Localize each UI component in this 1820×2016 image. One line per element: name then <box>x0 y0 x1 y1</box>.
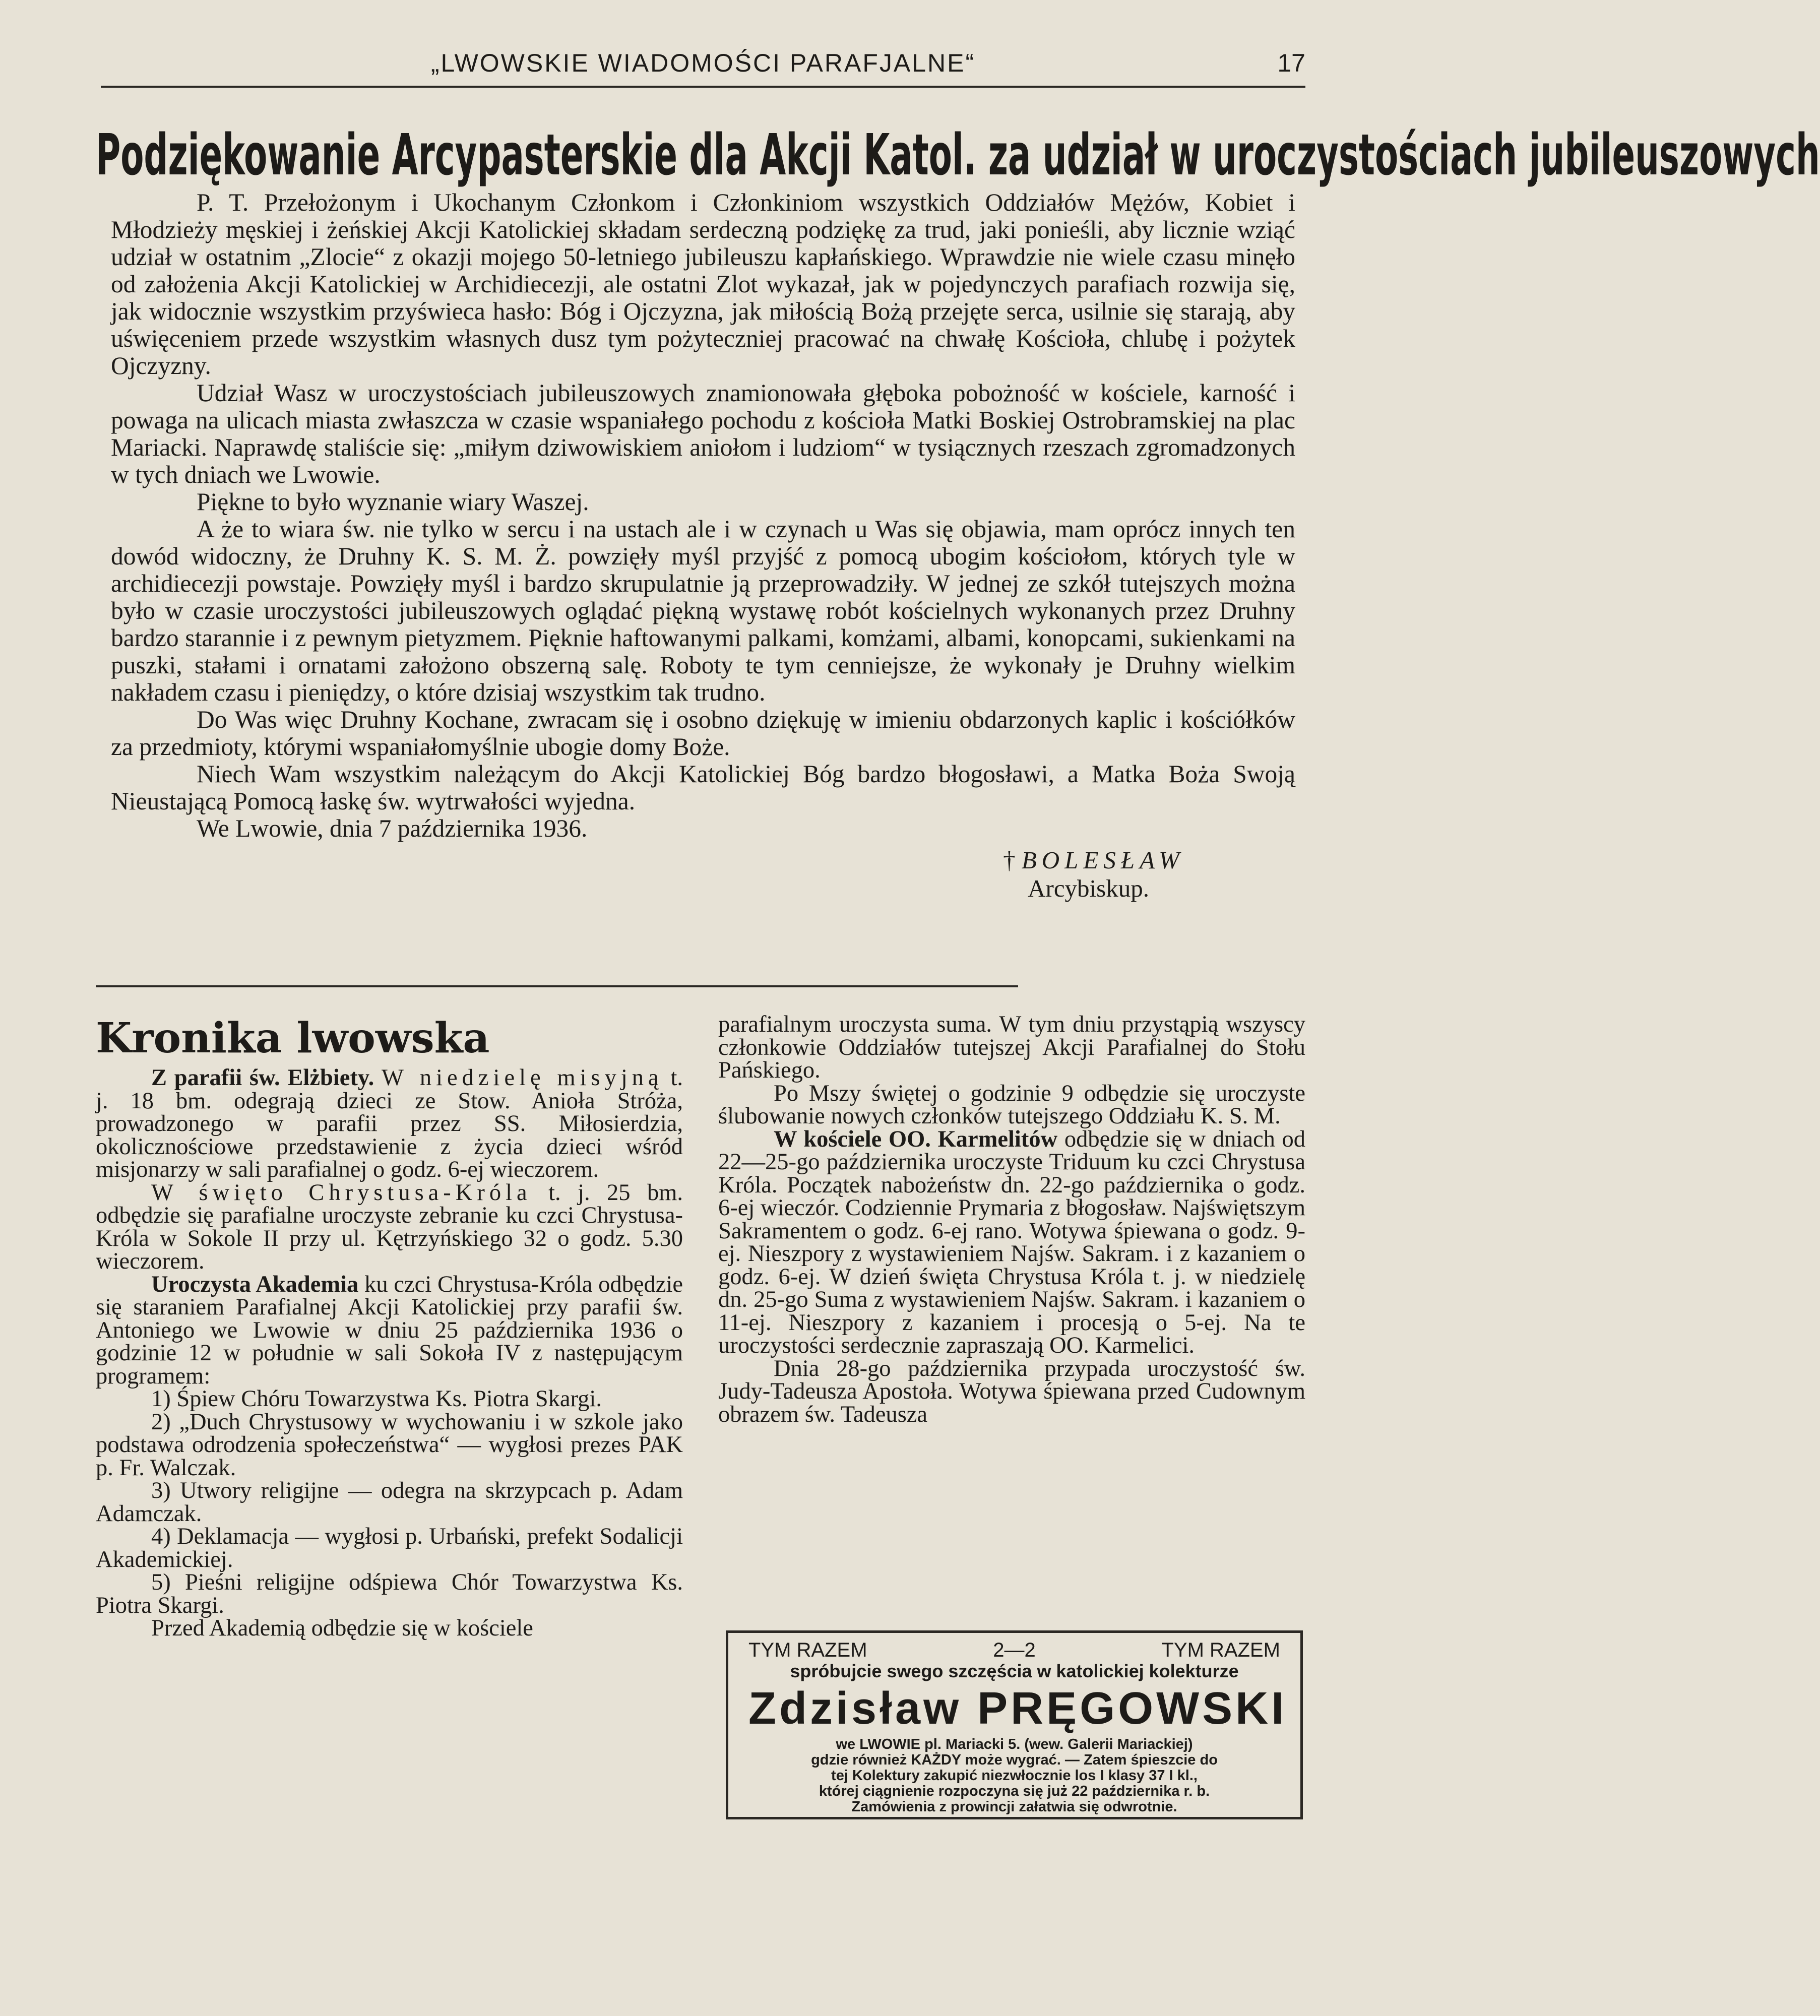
program-item: 1) Śpiew Chóru Towarzystwa Ks. Piotra Skargi. <box>151 1386 602 1412</box>
chronicle-item: Po Mszy świętej o godzinie 9 odbędzie się uroczyste ślubowanie nowych członków tutejszego Oddziału K. S. M. <box>718 1080 1305 1129</box>
signature-title: Arcybiskup. <box>1028 874 1149 902</box>
chronicle-item <box>96 1066 683 1181</box>
chronicle-item: Przed Akademią odbędzie się w kościele <box>151 1615 533 1641</box>
ad-top-right: TYM RAZEM <box>1161 1639 1280 1661</box>
item-text: t. j. 25 bm. odbędzie się parafialne uroczyste zebranie ku czci Chrystusa-Króla w Sokole II przy ul. Kętrzyńskiego 32 o godz. 5.30 wieczorem. <box>96 1179 683 1274</box>
letter-headline: Podziękowanie Arcypasterskie dla Akcji Katol. za udział w uroczystościach jubileuszowych <box>96 122 1820 188</box>
signature-cross: † <box>1003 846 1016 874</box>
letter-paragraph: Niech Wam wszystkim należącym do Akcji Katolickiej Bóg bardzo błogosławi, a Matka Boża Swoją Nieustającą Pomocą łaskę św. wytrwałości wyjedna. <box>111 760 1295 815</box>
letter-paragraph: Do Was więc Druhny Kochane, zwracam się i osobno dziękuję w imieniu obdarzonych kaplic i kościółków za przedmioty, którymi wspaniałomyślnie ubogie domy Boże. <box>111 706 1295 761</box>
item-text: t. j. 18 bm. odegrają dzieci ze Stow. Anioła Stróża, prowadzonego w parafii przez SS. Miłosierdzia, okolicznościowe przedstawienie z życia dzieci wśród misjonarzy w sali parafialnej o godz. 6-ej wieczorem. <box>96 1065 683 1182</box>
running-title: „LWOWSKIE WIADOMOŚCI PARAFJALNE“ <box>430 49 976 77</box>
ad-line: której ciągnienie rozpoczyna się już 22 października r. b. <box>819 1783 1210 1799</box>
chronicle-item <box>718 1128 1305 1357</box>
item-lead: Uroczysta Akademia <box>151 1271 359 1297</box>
letter-paragraph: A że to wiara św. nie tylko w sercu i na ustach ale i w czynach u Was się objawia, mam oprócz innych ten dowód widoczny, że Druhny K. S. M. Ż. powzięły myśl przyjść z pomocą ubogim kościołom, których tyle w archidiecezji powstaje. Powzięły myśl i bardzo skrupulatnie ją przeprowadziły. W jednej ze szkół tutejszych można było w czasie uroczystości jubileuszowych oglądać piękną wystawę robót kościelnych wykonanych przez Druhny bardzo starannie i z pewnym pietyzmem. Pięknie haftowanymi palkami, komżami, albami, konopcami, sukienkami na puszki, stałami i ornatami założono obszerną salę. Roboty te tym cenniejsze, że wykonały je Druhny wielkim nakładem czasu i pieniędzy, o które dzisiaj wszystkim tak trudno. <box>111 515 1295 706</box>
ad-line: Zamówienia z prowincji załatwia się odwrotnie. <box>851 1799 1177 1815</box>
item-text: ku czci Chrystusa-Króla odbędzie się staraniem Parafialnej Akcji Katolickiej przy parafii św. Antoniego we Lwowie w dniu 25 października 1936 o godzinie 12 w południe w sali Sokoła IV z następującym programem: <box>96 1271 683 1389</box>
program-item: 2) „Duch Chrystusowy w wychowaniu i w szkole jako podstawa odrodzenia społeczeństwa“ — wygłosi prezes PAK p. Fr. Walczak. <box>96 1409 683 1481</box>
letter-body <box>111 189 1295 903</box>
ad-subtitle: spróbujcie swego szczęścia w katolickiej kolekturze <box>790 1661 1239 1681</box>
item-lead: Z parafii św. Elżbiety. <box>151 1065 374 1091</box>
spaced-phrase: W święto Chrystusa-Króla <box>151 1179 532 1206</box>
program-item: 5) Pieśni religijne odśpiewa Chór Towarzystwa Ks. Piotra Skargi. <box>96 1569 683 1618</box>
item-lead: W kościele OO. Karmelitów <box>774 1126 1058 1152</box>
ad-line: tej Kolektury zakupić niezwłocznie los I klasy 37 I kl., <box>831 1768 1198 1784</box>
letter-paragraph: Udział Wasz w uroczystościach jubileuszowych znamionowała głęboka pobożność w kościele, karność i powaga na ulicach miasta zwłaszcza w czasie wspaniałego pochodu z kościoła Matki Boskiej Ostrobramskiej na plac Mariacki. Naprawdę staliście się: „miłym dziwowiskiem aniołom i ludziom“ w tysiącznych rzeszach zgromadzonych w tych dniach we Lwowie. <box>111 379 1295 488</box>
ad-top-center: 2—2 <box>993 1639 1036 1661</box>
ad-business-name: Zdzisław PRĘGOWSKI <box>748 1683 1287 1734</box>
ad-top-left: TYM RAZEM <box>748 1639 867 1661</box>
lottery-advertisement <box>726 1630 1303 1819</box>
ad-top-row <box>748 1639 1280 1661</box>
chronicle-column-right <box>718 1013 1305 1426</box>
section-divider <box>96 985 1018 987</box>
page-number: 17 <box>1277 49 1305 77</box>
signature-name: BOLESŁAW <box>1021 846 1184 874</box>
ad-line: gdzie również KAŻDY może wygrać. — Zatem śpieszcie do <box>811 1752 1218 1768</box>
chronicle-item <box>96 1273 683 1388</box>
program-item: 4) Deklamacja — wygłosi p. Urbański, prefekt Sodalicji Akademickiej. <box>96 1524 683 1572</box>
program-item: 3) Utwory religijne — odegra na skrzypcach p. Adam Adamczak. <box>96 1478 683 1527</box>
chronicle-item <box>96 1181 683 1273</box>
item-text: odbędzie się w dniach od 22—25-go października uroczyste Triduum ku czci Chrystusa Króla. Początek nabożeństw dn. 22-go października o godz. 6-ej wieczór. Codziennie Prymaria z błogosław. Najświętszym Sakramentem o godz. 6-ej rano. Wotywa śpiewana o godz. 9-ej. Nieszpory z wystawieniem Najśw. Sakram. i z kazaniem o godz. 6-ej. W dzień święta Chrystusa Króla t. j. w niedzielę dn. 25-go Suma z wystawieniem Najśw. Sakram. i kazaniem o 11-ej. Nieszpory z kazaniem i procesją o 5-ej. Na te uroczystości serdecznie zapraszają OO. Karmelici. <box>718 1126 1306 1358</box>
dateline: We Lwowie, dnia 7 października 1936. <box>197 814 588 842</box>
spaced-phrase: W niedzielę misyjną <box>382 1065 663 1091</box>
chronicle-column-left <box>96 1013 683 1640</box>
signature <box>111 846 1295 903</box>
chronicle-item: parafialnym uroczysta suma. W tym dniu przystąpią wszyscy członkowie Oddziałów tutejszej Akcji Parafialnej do Stołu Pańskiego. <box>718 1012 1305 1083</box>
ad-line: we LWOWIE pl. Mariacki 5. (wew. Galerii Mariackiej) <box>836 1736 1193 1752</box>
letter-paragraph: Piękne to było wyznanie wiary Waszej. <box>197 488 589 516</box>
letter-paragraph: P. T. Przełożonym i Ukochanym Członkom i Członkiniom wszystkich Oddziałów Mężów, Kobiet i Młodzieży męskiej i żeńskiej Akcji Katolickiej składam serdeczną podziękę za trud, jaki ponieśli, aby licznie wziąć udział w ostatnim „Zlocie“ z okazji mojego 50-letniego jubileuszu kapłańskiego. Wprawdzie nie wiele czasu minęło od założenia Akcji Katolickiej w Archidiecezji, ale ostatni Zlot wykazał, jak w pojedynczych parafiach rozwija się, jak widocznie wszystkim przyświeca hasło: Bóg i Ojczyzna, jak miłością Bożą przejęte serca, usilnie się starają, aby uświęceniem przede wszystkim własnych dusz tym pożyteczniej pracować na chwałę Kościoła, chlubę i pożytek Ojczyzny. <box>111 188 1295 380</box>
chronicle-heading: Kronika lwowska <box>96 1014 490 1062</box>
running-header <box>101 45 1305 88</box>
chronicle-item: Dnia 28-go października przypada uroczystość św. Judy-Tadeusza Apostoła. Wotywa śpiewana przed Cudownym obrazem św. Tadeusza <box>718 1355 1305 1427</box>
